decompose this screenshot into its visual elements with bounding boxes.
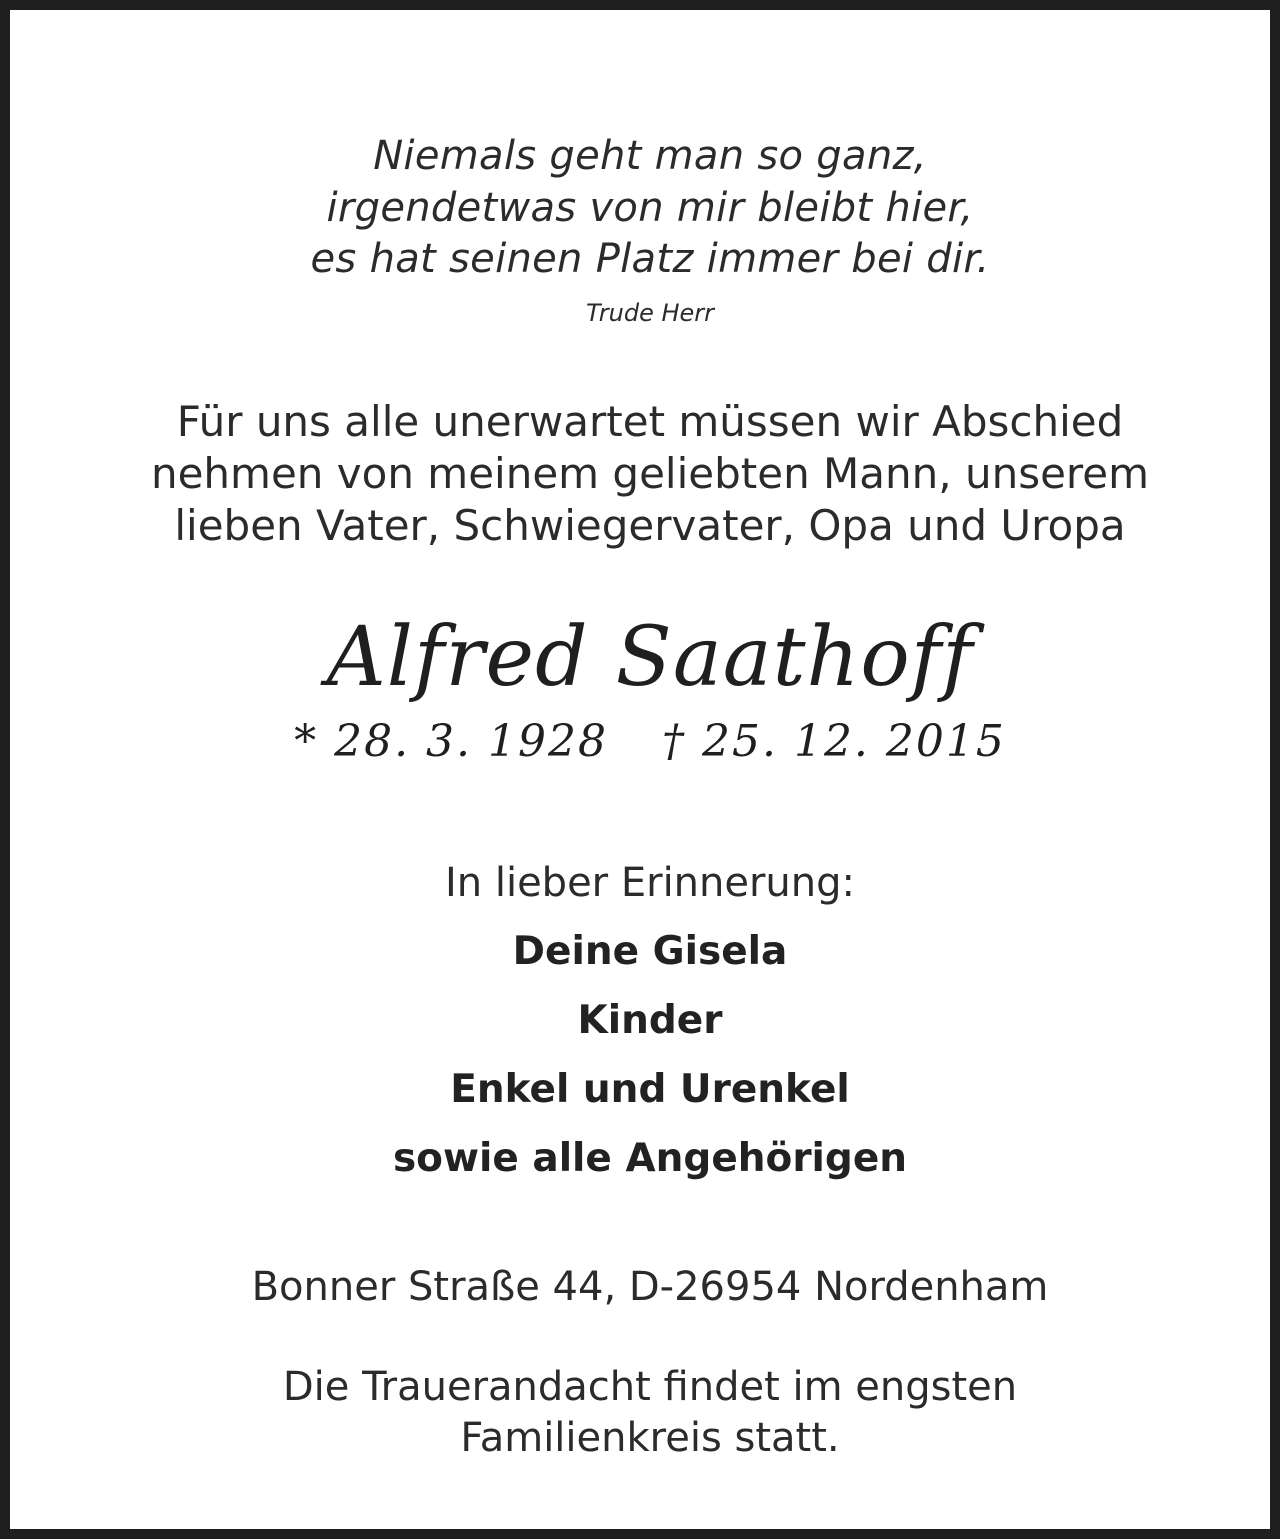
death-date: † 25. 12. 2015: [662, 716, 1006, 767]
mourner-line-1: Deine Gisela: [512, 929, 788, 974]
service-line-1: Die Trauerandacht findet im engsten: [282, 1364, 1018, 1410]
quote-line-2: irgendetwas von mir bleibt hier,: [326, 185, 974, 231]
address-line: Bonner Straße 44, D-26954 Nordenham: [251, 1264, 1049, 1310]
quote-line-3: es hat seinen Platz immer bei dir.: [310, 236, 990, 282]
remembrance-heading: In lieber Erinnerung:: [444, 860, 856, 906]
intro-line-2: nehmen von meinem geliebten Mann, unserem: [150, 449, 1150, 498]
intro-line-3: lieben Vater, Schwiegervater, Opa und Uropa: [174, 501, 1126, 550]
birth-date: * 28. 3. 1928: [294, 716, 608, 767]
service-line-2: Familienkreis statt.: [460, 1415, 840, 1461]
quote-author: Trude Herr: [585, 299, 715, 327]
quote-line-1: Niemals geht man so ganz,: [373, 133, 927, 179]
mourner-line-2: Kinder: [577, 998, 723, 1043]
mourner-line-4: sowie alle Angehörigen: [392, 1136, 908, 1181]
intro-line-1: Für uns alle unerwartet müssen wir Abschied: [176, 397, 1124, 446]
deceased-name: Alfred Saathoff: [326, 610, 974, 705]
mourner-line-3: Enkel und Urenkel: [450, 1067, 850, 1112]
life-dates: [10, 716, 1280, 768]
